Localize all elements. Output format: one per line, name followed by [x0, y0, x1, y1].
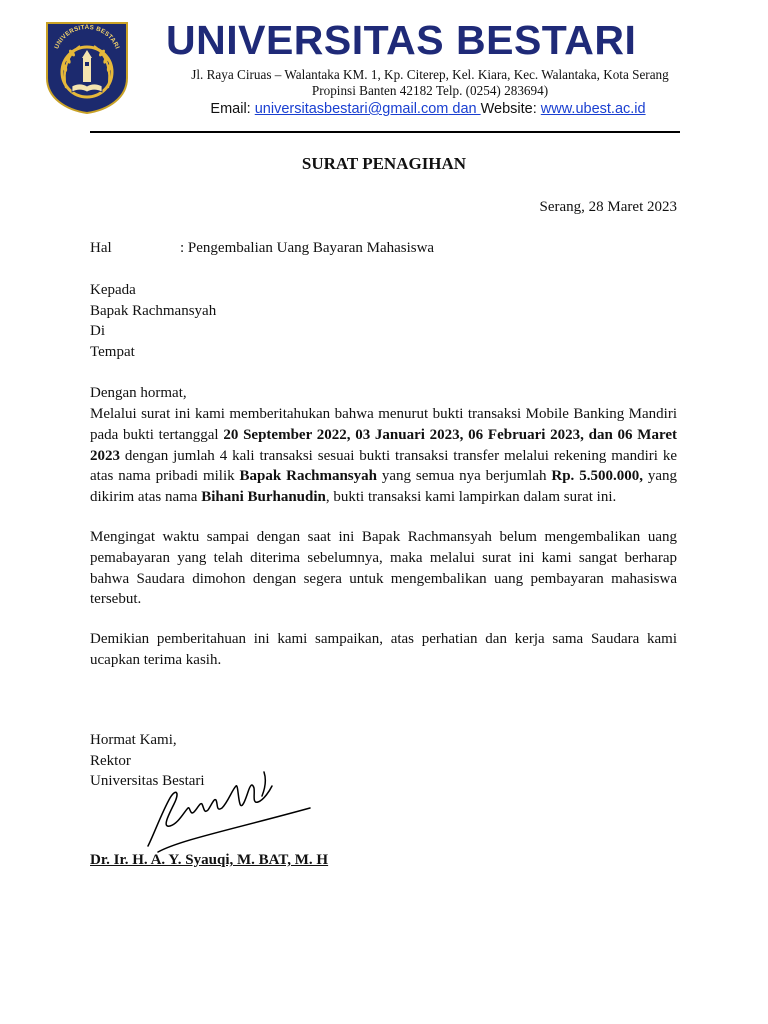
p1-dates: 20 September 2022, 03 Januari 2023, 06 Februari 2023, dan 06 Maret 2023: [90, 426, 677, 464]
connector-text: dan: [448, 101, 481, 117]
p1-sender: Bihani Burhanudin: [201, 489, 326, 506]
paragraph-2: Mengingat waktu sampai dengan saat ini Bapak Rachmansyah belum mengembalikan uang pemabayaran yang telah diterima sebelumnya, maka melalui surat ini kami sangat berharap bahwa Saudara dimohon dengan segera untuk mengembalikan uang pembayaran mahasiswa tersebut.: [90, 529, 677, 608]
paragraph-1: [90, 404, 677, 508]
recipient-line: Bapak Rachmansyah: [90, 302, 217, 319]
svg-text:UNIVERSITAS BESTARI: UNIVERSITAS BESTARI: [53, 24, 121, 51]
p1-text: yang semua nya berjumlah: [376, 468, 552, 485]
subject-label: Hal: [90, 240, 112, 256]
email-label: Email:: [210, 101, 255, 117]
p1-text: Melalui surat ini kami memberitahukan bahwa menurut bukti transaksi Mobile Banking Mandiri pada bukti tertanggal: [90, 406, 677, 443]
recipient-block: [90, 280, 216, 362]
website-link[interactable]: www.ubest.ac.id: [540, 101, 646, 117]
signer-name: Dr. Ir. H. A. Y. Syauqi, M. BAT, M. H: [90, 852, 329, 868]
university-name: UNIVERSITAS BESTARI: [166, 17, 637, 63]
paragraph-3: Demikian pemberitahuan ini kami sampaikan, atas perhatian dan kerja sama Saudara kami ucapkan terima kasih.: [90, 631, 677, 668]
contact-line: [150, 100, 706, 118]
website-label: Website:: [480, 101, 541, 117]
p1-amount: Rp. 5.500.000,: [551, 468, 643, 485]
recipient-line: Kepada: [90, 282, 136, 298]
address-line-1: Jl. Raya Ciruas – Walantaka KM. 1, Kp. Citerep, Kel. Kiara, Kec. Walantaka, Kota Serang: [191, 67, 669, 82]
p1-text: yang dikirim atas nama: [90, 468, 678, 506]
header-divider: [90, 131, 680, 133]
closing-line: Universitas Bestari: [90, 773, 205, 790]
p1-text: , bukti transaksi kami lampirkan dalam surat ini.: [325, 489, 617, 506]
university-logo: [44, 20, 130, 114]
email-link[interactable]: universitasbestari@gmail.com: [254, 101, 449, 117]
address-line-2: Propinsi Banten 42182 Telp. (0254) 283694): [311, 83, 549, 98]
greeting: Dengan hormat,: [90, 385, 187, 401]
p1-text: dengan jumlah 4 kali transaksi sesuai bukti transaksi transfer melalui rekening mandiri ke atas nama pribadi milik: [90, 447, 677, 485]
letter-title: SURAT PENAGIHAN: [301, 154, 467, 173]
p1-account-owner: Bapak Rachmansyah: [239, 468, 377, 485]
letter-date: Serang, 28 Maret 2023: [539, 199, 677, 215]
subject-value: : Pengembalian Uang Bayaran Mahasiswa: [180, 240, 435, 256]
closing-line: Rektor: [90, 752, 131, 769]
signature: [140, 768, 315, 853]
closing-line: Hormat Kami,: [90, 732, 177, 748]
recipient-line: Di: [90, 323, 105, 340]
recipient-line: Tempat: [90, 343, 135, 360]
